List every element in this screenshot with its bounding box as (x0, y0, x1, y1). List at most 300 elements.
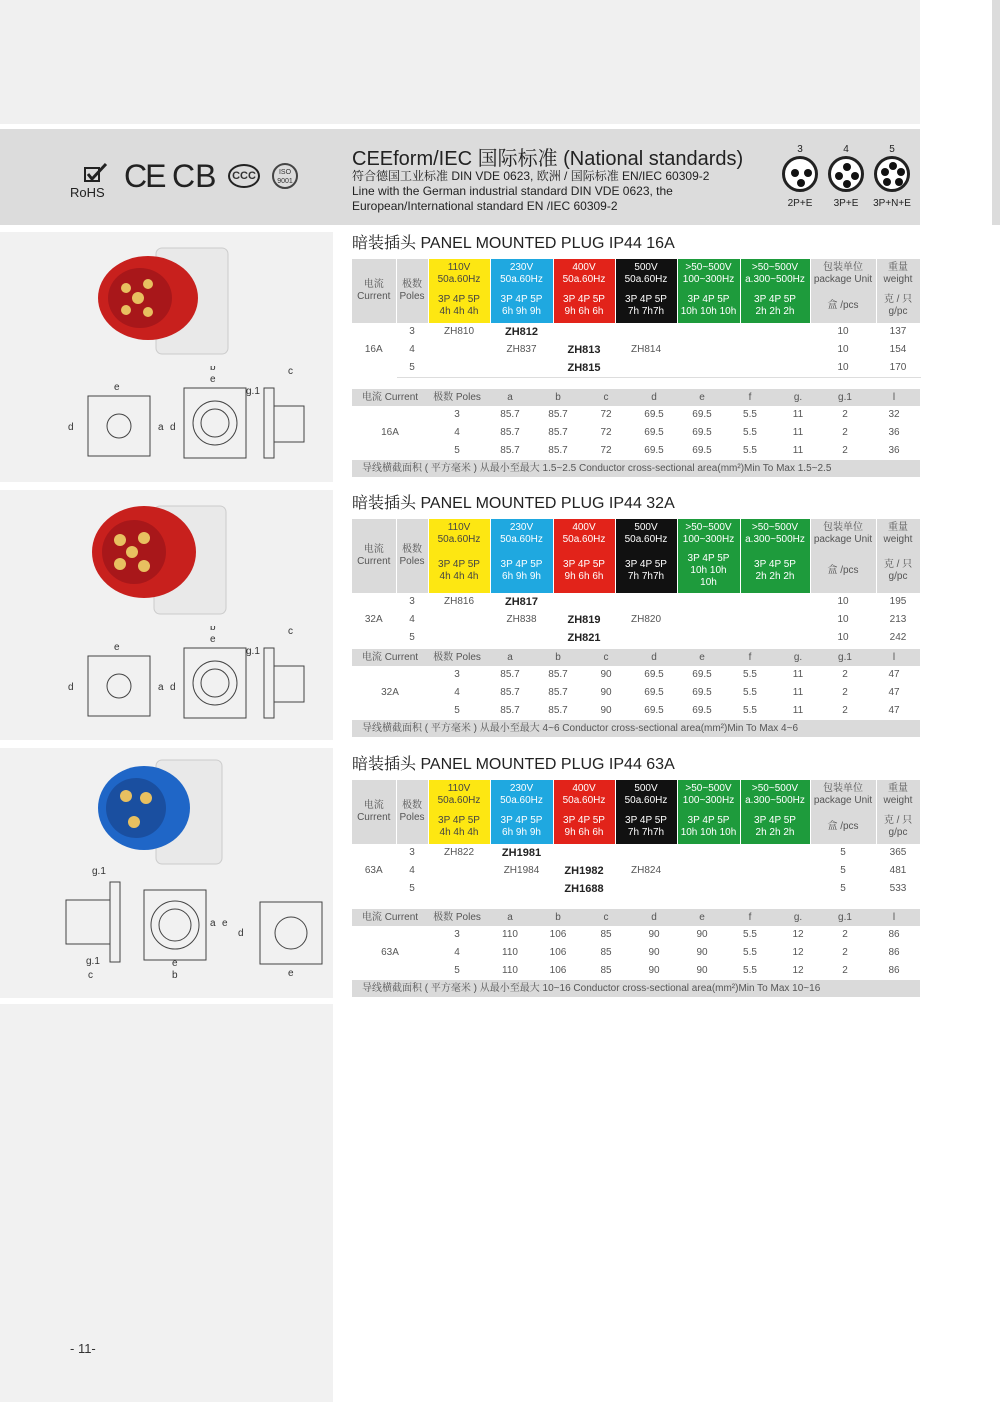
dim-cell: 36 (888, 427, 900, 438)
weight-header: 重量 weight (876, 780, 920, 810)
dim-cell: 69.5 (692, 427, 712, 438)
dim-cell: 90 (648, 947, 660, 958)
poles-400: 3P 4P 5P 9h 6h 6h (553, 289, 615, 323)
dim-g-header: g. (793, 391, 803, 403)
pin-count: 3 (797, 144, 803, 155)
poles-110: 3P 4P 5P 4h 4h 4h (428, 549, 490, 593)
dim-cell: 69.5 (692, 409, 712, 420)
svg-text:g.1: g.1 (86, 956, 100, 967)
weight-cell: 154 (876, 341, 920, 359)
svg-text:c: c (88, 970, 93, 981)
dimension-drawing-63a (60, 862, 330, 985)
dim-cell: 90 (600, 705, 612, 716)
dim-cell: 5.5 (743, 929, 757, 940)
model-cell (615, 844, 677, 862)
poles-110: 3P 4P 5P 4h 4h 4h (428, 289, 490, 323)
dim-cell: 85.7 (548, 409, 568, 420)
blank-left-panel (0, 1004, 333, 1402)
package-header: 包装单位 package Unit (810, 780, 876, 810)
table-row (352, 862, 920, 880)
model-cell (553, 844, 615, 862)
dimension-table-63a (352, 909, 920, 997)
pin-diagram-3 (780, 144, 820, 209)
dimension-table-16a (352, 389, 920, 477)
voltage-50-500a-header: >50~500V 100~300Hz (677, 259, 740, 289)
dim-cell: 2 (842, 687, 848, 698)
voltage-400-header: 400V 50a.60Hz (553, 519, 615, 549)
model-cell (553, 593, 615, 611)
current-header: 电流 Current (352, 519, 396, 593)
model-cell: ZH837 (490, 341, 553, 359)
dim-cell: 85 (600, 947, 612, 958)
gpc-unit: 克 / 只 g/pc (876, 549, 920, 593)
model-cell: ZH1982 (553, 862, 615, 880)
dim-cell: 11 (792, 445, 804, 456)
pack-cell: 10 (810, 629, 876, 647)
table-row (352, 593, 920, 611)
dim-cell: 85.7 (500, 705, 520, 716)
weight-cell: 213 (876, 611, 920, 629)
table-row (352, 926, 920, 944)
model-cell (428, 341, 490, 359)
package-header: 包装单位 package Unit (810, 519, 876, 549)
pack-cell: 5 (810, 844, 876, 862)
dim-cell: 47 (888, 705, 900, 716)
dim-cell: 69.5 (644, 427, 664, 438)
dim-cell: 106 (549, 965, 567, 976)
dim-cell: 69.5 (692, 445, 712, 456)
dim-cell: 11 (792, 687, 804, 698)
poles-50b: 3P 4P 5P 2h 2h 2h (740, 549, 810, 593)
dim-g1-header: g.1 (838, 391, 852, 403)
dim-current-header: 电流 Current (361, 391, 419, 403)
dim-cell: 32 (888, 409, 900, 420)
plug-photo-32a-icon (90, 500, 230, 623)
plug-photo-63a-icon (96, 758, 226, 871)
voltage-500-header: 500V 50a.60Hz (615, 519, 677, 549)
spec-table-32a (352, 519, 921, 647)
poles-50a: 3P 4P 5P 10h 10h 10h (677, 289, 740, 323)
model-cell: ZH822 (428, 844, 490, 862)
top-margin-band (0, 0, 920, 124)
dimension-drawing-32a (64, 626, 334, 729)
model-cell: ZH819 (553, 611, 615, 629)
svg-text:e: e (114, 642, 120, 653)
voltage-50-500a-header: >50~500V 100~300Hz (677, 519, 740, 549)
table-row (352, 611, 920, 629)
dim-cell: 90 (648, 929, 660, 940)
poles-header: 极数 Poles (396, 519, 428, 593)
dim-cell: 85.7 (500, 687, 520, 698)
standard-line-cn: 符合德国工业标准 DIN VDE 0623, 欧洲 / 国际标准 EN/IEC 60309-2 (352, 169, 710, 183)
pack-cell: 10 (810, 359, 876, 377)
dim-cell: 2 (842, 427, 848, 438)
dim-cell: 85.7 (500, 669, 520, 680)
model-cell: ZH815 (553, 359, 615, 377)
dim-cell: 12 (792, 929, 804, 940)
svg-text:c: c (288, 366, 293, 377)
model-cell: ZH812 (490, 323, 553, 341)
dim-a-header: a (507, 651, 513, 663)
pin-label: 3P+E (833, 198, 859, 209)
current-header: 电流 Current (352, 780, 396, 844)
current-header: 电流 Current (352, 259, 396, 323)
dim-poles-header: 极数 Poles (433, 391, 481, 403)
dim-cell: 85.7 (500, 427, 520, 438)
dim-cell: 69.5 (692, 669, 712, 680)
dim-cell: 3 (454, 929, 460, 940)
dim-cell: 5.5 (743, 427, 757, 438)
table-row (352, 424, 920, 442)
amp-cell: 63A (381, 947, 399, 958)
dim-cell: 90 (600, 669, 612, 680)
voltage-110-header: 110V 50a.60Hz (428, 519, 490, 549)
table-row (352, 323, 920, 341)
dim-cell: 5.5 (743, 965, 757, 976)
pack-cell: 10 (810, 593, 876, 611)
svg-text:b: b (210, 626, 216, 633)
standard-line-en-2: European/International standard EN /IEC 60309-2 (352, 199, 618, 213)
dim-cell: 4 (454, 947, 460, 958)
pin-count: 5 (889, 144, 895, 155)
dim-cell: 4 (454, 687, 460, 698)
dim-current-header: 电流 Current (361, 911, 419, 923)
weight-cell: 195 (876, 593, 920, 611)
voltage-110-header: 110V 50a.60Hz (428, 259, 490, 289)
poles-400: 3P 4P 5P 9h 6h 6h (553, 549, 615, 593)
dim-cell: 106 (549, 929, 567, 940)
dim-e-header: e (699, 391, 705, 403)
dim-current-header: 电流 Current (361, 651, 419, 663)
section-title-32a: 暗装插头 PANEL MOUNTED PLUG IP44 32A (352, 495, 675, 512)
table-row (352, 359, 920, 377)
dim-cell: 11 (792, 427, 804, 438)
pin-label: 2P+E (787, 198, 813, 209)
model-cell: ZH814 (615, 341, 677, 359)
dim-a-header: a (507, 391, 513, 403)
model-cell (428, 629, 490, 647)
voltage-500-header: 500V 50a.60Hz (615, 780, 677, 810)
model-cell: ZH816 (428, 593, 490, 611)
poles-cell: 3 (396, 323, 428, 341)
svg-text:c: c (288, 626, 293, 637)
weight-cell: 170 (876, 359, 920, 377)
svg-text:a: a (210, 918, 216, 929)
dim-c-header: c (603, 911, 609, 923)
dim-b-header: b (555, 651, 561, 663)
iso-9001-logo: ISO 9001 (272, 163, 298, 189)
poles-50b: 3P 4P 5P 2h 2h 2h (740, 810, 810, 844)
conductor-note: 导线横截面积 ( 平方毫米 ) 从最小至最大 10~16 Conductor cross-sectional area(mm²)Min To Max 10~16 (352, 980, 920, 997)
dim-cell: 5 (454, 965, 460, 976)
model-cell (615, 323, 677, 341)
dim-cell: 90 (600, 687, 612, 698)
dim-poles-header: 极数 Poles (433, 651, 481, 663)
weight-cell: 533 (876, 880, 920, 898)
poles-400: 3P 4P 5P 9h 6h 6h (553, 810, 615, 844)
pack-cell: 5 (810, 862, 876, 880)
dim-f-header: f (748, 651, 752, 663)
poles-500: 3P 4P 5P 7h 7h7h (615, 289, 677, 323)
model-cell (428, 880, 490, 898)
dim-cell: 110 (502, 929, 518, 940)
pack-cell: 10 (810, 341, 876, 359)
dim-cell: 69.5 (692, 705, 712, 716)
checkmark-icon (84, 162, 110, 187)
dim-cell: 4 (454, 427, 460, 438)
table-row (352, 629, 920, 647)
gpc-unit: 克 / 只 g/pc (876, 810, 920, 844)
cb-logo: CB (172, 158, 217, 194)
dim-cell: 72 (600, 445, 612, 456)
svg-text:e: e (210, 374, 216, 385)
svg-text:a: a (158, 682, 164, 693)
svg-text:d: d (170, 422, 176, 433)
model-cell (490, 359, 553, 377)
dimension-table-32a (352, 649, 920, 737)
dim-cell: 5.5 (743, 947, 757, 958)
poles-cell: 5 (396, 880, 428, 898)
dim-cell: 69.5 (644, 409, 664, 420)
model-cell: ZH1981 (490, 844, 553, 862)
dim-cell: 2 (842, 409, 848, 420)
model-cell: ZH821 (553, 629, 615, 647)
pcs-unit: 盒 /pcs (810, 289, 876, 323)
standard-line-en-1: Line with the German industrial standard DIN VDE 0623, the (352, 184, 673, 198)
svg-text:d: d (170, 682, 176, 693)
dim-b-header: b (555, 911, 561, 923)
voltage-230-header: 230V 50a.60Hz (490, 259, 553, 289)
amp-cell: 32A (352, 593, 396, 647)
dim-e-header: e (699, 651, 705, 663)
socket-face-icon (828, 156, 864, 192)
pin-label: 3P+N+E (873, 198, 911, 209)
amp-cell: 16A (352, 323, 396, 377)
svg-text:b: b (210, 366, 216, 373)
dim-cell: 110 (502, 965, 518, 976)
dim-cell: 2 (842, 705, 848, 716)
poles-500: 3P 4P 5P 7h 7h7h (615, 810, 677, 844)
svg-text:e: e (222, 918, 228, 929)
pin-count: 4 (843, 144, 849, 155)
dim-cell: 5.5 (743, 445, 757, 456)
amp-cell: 63A (352, 844, 396, 898)
dim-cell: 90 (696, 947, 708, 958)
voltage-50-500b-header: >50~500V a.300~500Hz (740, 780, 810, 810)
dim-l-header: l (892, 651, 896, 663)
dim-f-header: f (748, 391, 752, 403)
spec-table-16a (352, 259, 921, 378)
svg-text:g.1: g.1 (246, 646, 260, 657)
dim-cell: 12 (792, 965, 804, 976)
dim-g-header: g. (793, 911, 803, 923)
poles-500: 3P 4P 5P 7h 7h7h (615, 549, 677, 593)
page-title: CEEform/IEC 国际标准 (National standards) (352, 148, 744, 170)
dim-cell: 2 (842, 947, 848, 958)
conductor-note: 导线横截面积 ( 平方毫米 ) 从最小至最大 1.5~2.5 Conductor cross-sectional area(mm²)Min To Max 1.5~2.5 (352, 460, 920, 477)
model-cell: ZH838 (490, 611, 553, 629)
poles-cell: 4 (396, 611, 428, 629)
poles-230: 3P 4P 5P 6h 9h 9h (490, 549, 553, 593)
voltage-50-500b-header: >50~500V a.300~500Hz (740, 259, 810, 289)
section-title-63a: 暗装插头 PANEL MOUNTED PLUG IP44 63A (352, 756, 675, 773)
rohs-logo: RoHS (70, 185, 105, 200)
dim-cell: 69.5 (644, 669, 664, 680)
svg-text:a: a (158, 422, 164, 433)
dim-cell: 11 (792, 669, 804, 680)
dim-cell: 5.5 (743, 687, 757, 698)
ce-logo: CE (124, 158, 165, 194)
poles-header: 极数 Poles (396, 259, 428, 323)
svg-text:d: d (68, 422, 74, 433)
weight-cell: 481 (876, 862, 920, 880)
poles-cell: 5 (396, 359, 428, 377)
weight-header: 重量 weight (876, 519, 920, 549)
model-cell: ZH1984 (490, 862, 553, 880)
dim-cell: 90 (696, 929, 708, 940)
poles-50b: 3P 4P 5P 2h 2h 2h (740, 289, 810, 323)
dim-cell: 85.7 (500, 445, 520, 456)
ccc-logo: CCC (228, 164, 260, 188)
dim-cell: 110 (502, 947, 518, 958)
dim-cell: 86 (888, 929, 900, 940)
dim-cell: 36 (888, 445, 900, 456)
table-row (352, 341, 920, 359)
voltage-230-header: 230V 50a.60Hz (490, 780, 553, 810)
voltage-50-500a-header: >50~500V 100~300Hz (677, 780, 740, 810)
dim-c-header: c (603, 651, 609, 663)
poles-230: 3P 4P 5P 6h 9h 9h (490, 810, 553, 844)
socket-face-icon (874, 156, 910, 192)
dim-cell: 69.5 (692, 687, 712, 698)
model-cell (615, 880, 677, 898)
model-cell: ZH810 (428, 323, 490, 341)
dim-cell: 2 (842, 669, 848, 680)
table-row (352, 684, 920, 702)
model-cell (490, 629, 553, 647)
dim-g-header: g. (793, 651, 803, 663)
svg-text:d: d (68, 682, 74, 693)
poles-50a: 3P 4P 5P 10h 10h 10h (677, 810, 740, 844)
model-cell: ZH817 (490, 593, 553, 611)
pin-diagram-5 (872, 144, 912, 209)
pack-cell: 10 (810, 323, 876, 341)
voltage-230-header: 230V 50a.60Hz (490, 519, 553, 549)
model-cell (615, 359, 677, 377)
dim-cell: 106 (549, 947, 567, 958)
svg-text:g.1: g.1 (92, 866, 106, 877)
dim-cell: 3 (454, 409, 460, 420)
model-cell (428, 862, 490, 880)
dim-cell: 86 (888, 965, 900, 976)
dim-cell: 11 (792, 409, 804, 420)
poles-cell: 3 (396, 593, 428, 611)
dim-cell: 90 (696, 965, 708, 976)
pack-cell: 10 (810, 611, 876, 629)
dim-cell: 47 (888, 687, 900, 698)
section-title-16a: 暗装插头 PANEL MOUNTED PLUG IP44 16A (352, 235, 675, 252)
poles-50a: 3P 4P 5P 10h 10h 10h (677, 549, 740, 593)
amp-cell: 32A (381, 687, 399, 698)
table-row (352, 406, 920, 424)
model-cell: ZH1688 (553, 880, 615, 898)
conductor-note: 导线横截面积 ( 平方毫米 ) 从最小至最大 4~6 Conductor cross-sectional area(mm²)Min To Max 4~6 (352, 720, 920, 737)
dim-cell: 2 (842, 929, 848, 940)
poles-110: 3P 4P 5P 4h 4h 4h (428, 810, 490, 844)
dim-cell: 5 (454, 705, 460, 716)
voltage-50-500b-header: >50~500V a.300~500Hz (740, 519, 810, 549)
dim-cell: 85.7 (548, 427, 568, 438)
model-cell (615, 629, 677, 647)
dim-a-header: a (507, 911, 513, 923)
table-row (352, 944, 920, 962)
dim-cell: 47 (888, 669, 900, 680)
package-header: 包装单位 package Unit (810, 259, 876, 289)
dim-cell: 72 (600, 427, 612, 438)
dim-cell: 85.7 (500, 409, 520, 420)
pcs-unit: 盒 /pcs (810, 549, 876, 593)
dim-cell: 85 (600, 929, 612, 940)
dim-g1-header: g.1 (838, 911, 852, 923)
dim-cell: 3 (454, 669, 460, 680)
table-row (352, 844, 920, 862)
svg-text:e: e (210, 634, 216, 645)
weight-cell: 242 (876, 629, 920, 647)
model-cell: ZH813 (553, 341, 615, 359)
model-cell: ZH820 (615, 611, 677, 629)
dim-cell: 85.7 (548, 705, 568, 716)
table-row (352, 442, 920, 460)
table-row (352, 702, 920, 720)
dim-cell: 85.7 (548, 669, 568, 680)
dimension-drawing-16a (64, 366, 334, 469)
svg-text:g.1: g.1 (246, 386, 260, 397)
voltage-400-header: 400V 50a.60Hz (553, 259, 615, 289)
pin-diagram-4 (826, 144, 866, 209)
table-row (352, 666, 920, 684)
model-cell: ZH824 (615, 862, 677, 880)
dim-cell: 5.5 (743, 409, 757, 420)
svg-text:e: e (172, 958, 178, 969)
dim-cell: 85.7 (548, 445, 568, 456)
right-edge-strip (992, 0, 1000, 225)
dim-l-header: l (892, 911, 896, 923)
dim-g1-header: g.1 (838, 651, 852, 663)
dim-b-header: b (555, 391, 561, 403)
table-row (352, 962, 920, 980)
dim-cell: 2 (842, 445, 848, 456)
poles-230: 3P 4P 5P 6h 9h 9h (490, 289, 553, 323)
dim-cell: 85.7 (548, 687, 568, 698)
table-row (352, 880, 920, 898)
voltage-400-header: 400V 50a.60Hz (553, 780, 615, 810)
plug-photo-16a-icon (96, 240, 236, 363)
dim-cell: 69.5 (644, 687, 664, 698)
dim-cell: 12 (792, 947, 804, 958)
dim-l-header: l (892, 391, 896, 403)
dim-c-header: c (603, 391, 609, 403)
svg-text:e: e (288, 968, 294, 979)
pcs-unit: 盒 /pcs (810, 810, 876, 844)
dim-cell: 90 (648, 965, 660, 976)
svg-text:b: b (172, 970, 178, 981)
dim-cell: 11 (792, 705, 804, 716)
pack-cell: 5 (810, 880, 876, 898)
dim-cell: 72 (600, 409, 612, 420)
weight-header: 重量 weight (876, 259, 920, 289)
spec-table-63a (352, 780, 921, 898)
gpc-unit: 克 / 只 g/pc (876, 289, 920, 323)
